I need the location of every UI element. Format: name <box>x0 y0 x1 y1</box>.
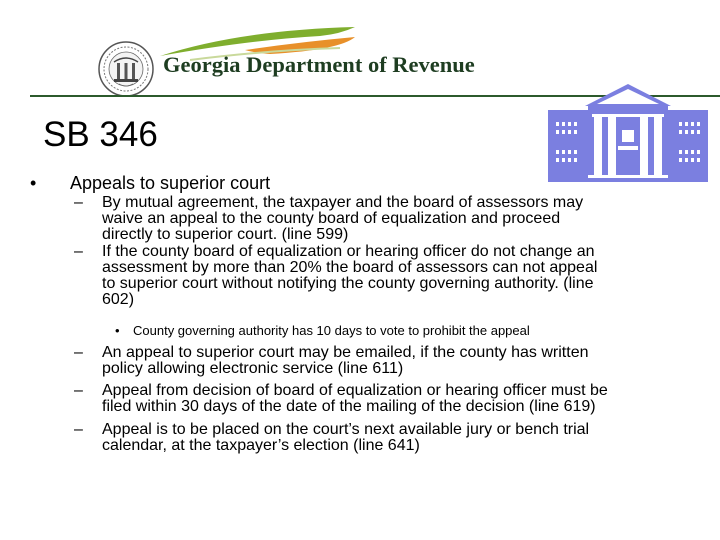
sub-item-thirty-days <box>74 383 674 415</box>
bullet-marker: • <box>30 173 37 193</box>
sub-item-email-appeal <box>74 345 674 377</box>
dash-marker: – <box>74 344 83 361</box>
sub-item-line: policy allowing electronic service (line 611) <box>102 360 404 377</box>
sub-item-line: assessment by more than 20% the board of assessors can not appeal <box>102 259 598 276</box>
sub-item-trial-calendar <box>74 422 674 454</box>
sub-item-line: waive an appeal to the county board of equalization and proceed <box>102 210 561 227</box>
organization-title: Georgia Department of Revenue <box>163 52 475 77</box>
bullet-marker: • <box>115 323 120 338</box>
nested-item-text: County governing authority has 10 days to vote to prohibit the appeal <box>133 323 530 338</box>
main-bullet-text: Appeals to superior court <box>70 173 271 193</box>
georgia-state-seal-icon <box>97 40 155 98</box>
main-bullet <box>30 172 270 194</box>
sub-item-line: By mutual agreement, the taxpayer and the board of assessors may <box>102 194 584 211</box>
sub-item-twenty-percent <box>74 244 674 308</box>
dash-marker: – <box>74 421 83 438</box>
sub-item-line: filed within 30 days of the date of the mailing of the decision (line 619) <box>102 398 596 415</box>
sub-item-mutual-agreement <box>74 195 674 243</box>
sub-item-line: to superior court without notifying the county governing authority. (line <box>102 275 594 292</box>
sub-item-line: An appeal to superior court may be emailed, if the county has written <box>102 344 589 361</box>
dash-marker: – <box>74 194 83 211</box>
sub-item-line: directly to superior court. (line 599) <box>102 226 349 243</box>
sub-item-line: Appeal is to be placed on the court’s next available jury or bench trial <box>102 421 590 438</box>
dash-marker: – <box>74 382 83 399</box>
sub-item-line: calendar, at the taxpayer’s election (line 641) <box>102 437 420 454</box>
sub-item-line: If the county board of equalization or hearing officer do not change an <box>102 243 595 260</box>
slide-title: SB 346 <box>43 115 158 154</box>
nested-item-ten-days <box>115 323 675 339</box>
dash-marker: – <box>74 243 83 260</box>
capitol-building-icon <box>548 84 708 182</box>
sub-item-line: 602) <box>102 291 135 308</box>
sub-item-line: Appeal from decision of board of equalization or hearing officer must be <box>102 382 608 399</box>
